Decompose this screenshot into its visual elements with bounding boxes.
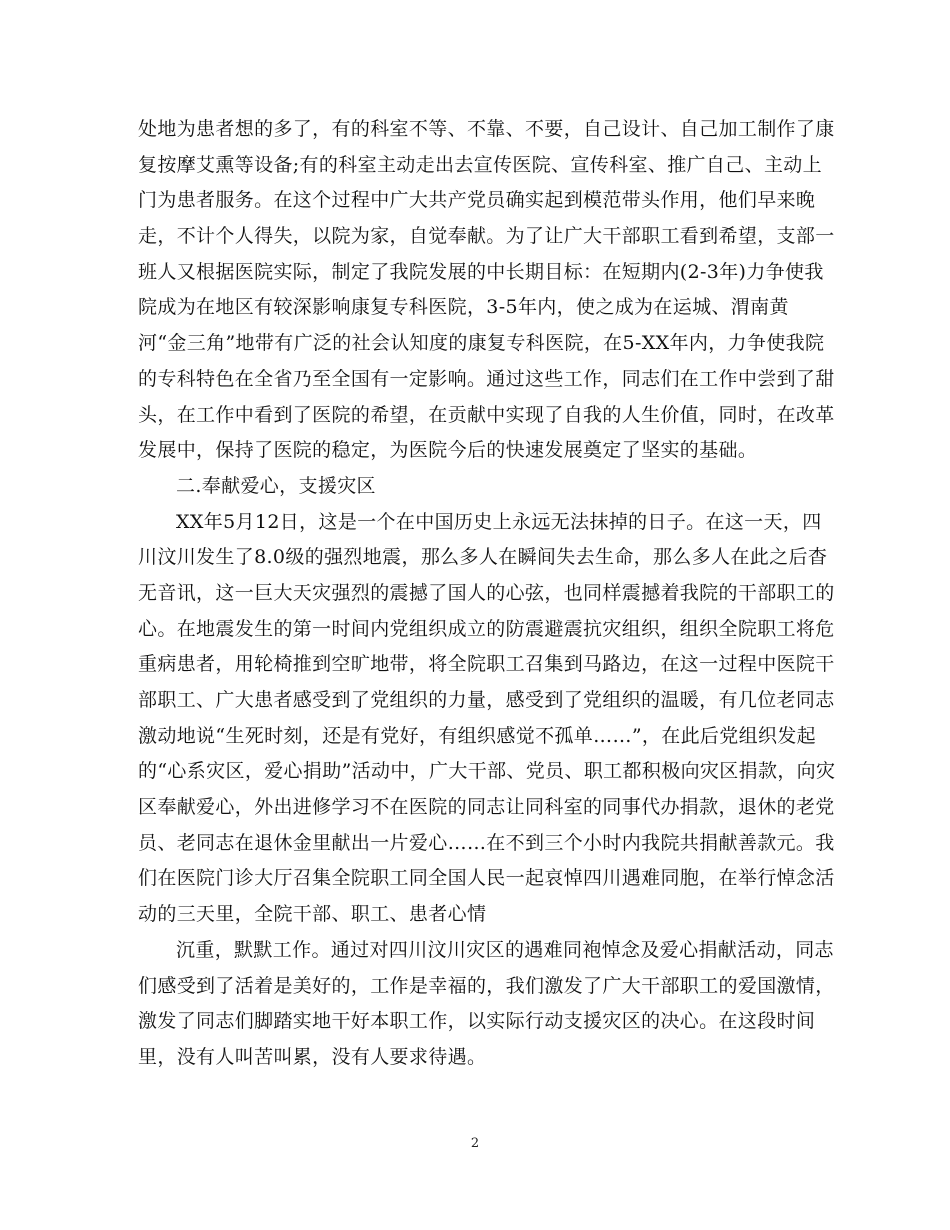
text-line: 院成为在地区有较深影响康复专科医院，3-5年内，使之成为在运城、渭南黄	[138, 296, 789, 319]
text-line: 部职工、广大患者感受到了党组织的力量，感受到了党组织的温暖，有几位老同志	[138, 689, 835, 711]
text-line: 复按摩艾熏等设备;有的科室主动走出去宣传医院、宣传科室、推广自己、主动上	[138, 153, 823, 176]
text-line: 的“心系灾区，爱心捐助”活动中，广大干部、党员、职工都积极向灾区捐款，向灾	[138, 760, 836, 783]
text-line: 沉重，默默工作。通过对四川汶川灾区的遇难同袍悼念及爱心捐献活动，同志	[176, 938, 834, 961]
body-text	[138, 112, 836, 1076]
text-line: 川汶川发生了8.0级的强烈地震，那么多人在瞬间失去生命，那么多人在此之后杳	[138, 546, 828, 569]
text-line: 门为患者服务。在这个过程中广大共产党员确实起到模范带头作用，他们早来晚	[138, 189, 816, 212]
text-line: 头，在工作中看到了医院的希望，在贡献中实现了自我的人生价值，同时，在改革	[138, 403, 835, 426]
text-line: 处地为患者想的多了，有的科室不等、不靠、不要，自己设计、自己加工制作了康	[138, 118, 835, 140]
text-line: 员、老同志在退休金里献出一片爱心……在不到三个小时内我院共捐献善款元。我	[138, 831, 835, 854]
text-line: 河“金三角”地带有广泛的社会认知度的康复专科医院，在5-XX年内，力争使我院	[138, 332, 825, 355]
text-line: 们感受到了活着是美好的，工作是幸福的，我们激发了广大干部职工的爱国激情，	[138, 974, 835, 997]
text-line: XX年5月12日，这是一个在中国历史上永远无法抹掉的日子。在这一天，四	[176, 510, 822, 533]
text-line: 重病患者，用轮椅推到空旷地带，将全院职工召集到马路边，在这一过程中医院干	[138, 653, 835, 676]
text-line: 激动地说“生死时刻，还是有党好，有组织感觉不孤单……”，在此后党组织发起	[138, 724, 817, 747]
text-line: 的专科特色在全省乃至全国有一定影响。通过这些工作，同志们在工作中尝到了甜	[138, 367, 835, 390]
text-line: 们在医院门诊大厅召集全院职工同全国人民一起哀悼四川遇难同胞，在举行悼念活	[138, 867, 835, 890]
text-line: 激发了同志们脚踏实地干好本职工作，以实际行动支援灾区的决心。在这段时间	[138, 1010, 816, 1033]
text-line: 动的三天里，全院干部、职工、患者心情	[138, 903, 487, 926]
page-number: 2	[470, 1136, 480, 1151]
text-line: 无音讯，这一巨大天灾强烈的震撼了国人的心弦，也同样震撼着我院的干部职工的	[138, 581, 835, 604]
section-heading: 二.奉献爱心，支援灾区	[176, 474, 376, 497]
text-line: 发展中，保持了医院的稳定，为医院今后的快速发展奠定了坚实的基础。	[138, 439, 758, 462]
text-line: 班人又根据医院实际，制定了我院发展的中长期目标：在短期内(2-3年)力争使我	[138, 260, 824, 283]
text-line: 心。在地震发生的第一时间内党组织成立的防震避震抗灾组织，组织全院职工将危	[138, 617, 835, 640]
text-line: 里，没有人叫苦叫累，没有人要求待遇。	[138, 1045, 487, 1068]
text-line: 走，不计个人得失，以院为家，自觉奉献。为了让广大干部职工看到希望，支部一	[138, 225, 835, 248]
text-line: 区奉献爱心，外出进修学习不在医院的同志让同科室的同事代办捐款，退休的老党	[138, 796, 835, 819]
